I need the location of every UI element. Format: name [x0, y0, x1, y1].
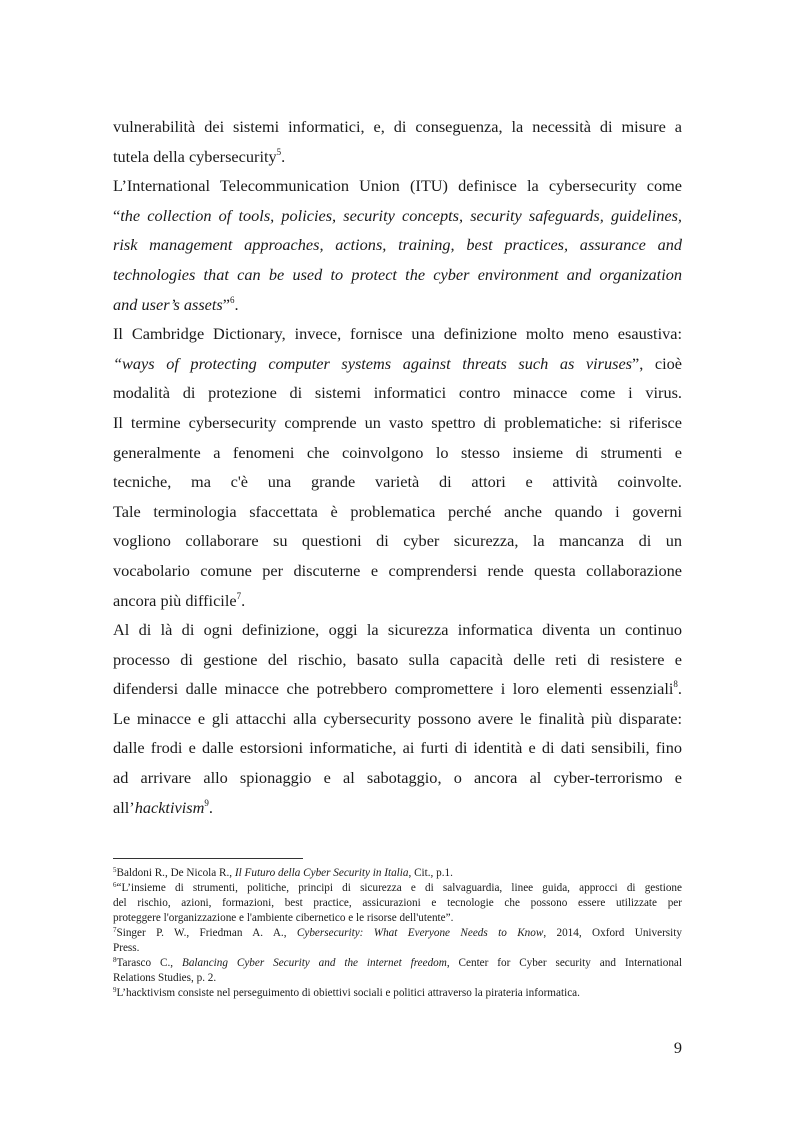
body-line [113, 526, 682, 556]
footnote-line [113, 896, 682, 911]
text-run: L’hacktivism consiste nel perseguimento di obiettivi sociali e politici attraverso la pirateria informatica. [116, 987, 580, 999]
text-run: . [281, 146, 286, 166]
text-run: . [208, 797, 213, 817]
body-line [113, 112, 682, 142]
footnote-line [113, 911, 682, 926]
body-line [113, 586, 682, 616]
italic-run: Il Futuro della Cyber Security in Italia [234, 867, 409, 879]
text-run: Il Cambridge Dictionary, invece, fornisce una definizione molto meno esaustiva: [113, 324, 682, 344]
text-run: difendersi dalle minacce che potrebbero compromettere i loro elementi essenziali [113, 679, 674, 699]
text-run: Relations Studies, p. 2. [113, 972, 217, 984]
text-run: “ [113, 205, 121, 225]
text-run: Le minacce e gli attacchi alla cybersecurity possono avere le finalità più disparate: [113, 708, 682, 728]
italic-run: technologies that can be used to protect the cyber environment and organization [113, 264, 682, 284]
text-run: Singer P. W., Friedman A. A., [116, 927, 297, 939]
text-run: . [234, 294, 239, 314]
footnote-reference: 7 [236, 590, 242, 601]
body-line [113, 497, 682, 527]
text-run: vocabolario comune per discuterne e comprendersi rende questa collaborazione [113, 560, 682, 580]
footnote-line [113, 971, 682, 986]
body-line [113, 349, 682, 379]
footnote-reference: 9 [204, 797, 209, 808]
body-line [113, 142, 682, 172]
italic-run: risk management approaches, actions, training, best practices, assurance and [113, 235, 682, 255]
text-run: Al di là di ogni definizione, oggi la sicurezza informatica diventa un continuo [113, 620, 682, 640]
body-line [113, 674, 682, 704]
text-run: . [677, 679, 682, 699]
italic-run: “ways of protecting computer systems against threats such as viruses [113, 353, 633, 373]
page-number: 9 [673, 1038, 682, 1057]
footnote-marker: 8 [113, 956, 117, 964]
body-line [113, 763, 682, 793]
text-run: del rischio, azioni, formazioni, best practice, assicurazioni e tecnologie che possono essere utilizzate per [113, 897, 682, 909]
body-line [113, 171, 682, 201]
footnote-line [113, 881, 682, 896]
footnote-line [113, 986, 682, 1001]
footnote-line [113, 866, 682, 881]
text-run: Baldoni R., De Nicola R., [116, 867, 235, 879]
text-run: Press. [113, 942, 140, 954]
footnote-reference: 6 [230, 294, 235, 305]
body-line [113, 408, 682, 438]
text-run: dalle frodi e dalle estorsioni informatiche, ai furti di identità e di dati sensibili, fino [113, 738, 682, 758]
text-run: ad arrivare allo spionaggio e al sabotaggio, o ancora al cyber-terrorismo e [113, 768, 682, 788]
footnote-marker: 6 [113, 881, 117, 889]
text-run: , Cit., p.1. [408, 867, 453, 879]
footnote-marker: 9 [113, 986, 117, 994]
italic-run: Cybersecurity: What Everyone Needs to Know [296, 927, 544, 939]
text-run: tecniche, ma c'è una grande varietà di attori e attività coinvolte. [113, 472, 682, 492]
body-line [113, 319, 682, 349]
body-line [113, 260, 682, 290]
text-run: proteggere l'organizzazione e l'ambiente cibernetico e le risorse dell'utente”. [113, 912, 454, 924]
body-text [113, 112, 682, 822]
footnote-line [113, 956, 682, 971]
text-run: vulnerabilità dei sistemi informatici, e, di conseguenza, la necessità di misure a [113, 117, 682, 136]
text-run: ” [222, 294, 230, 314]
italic-run: hacktivism [134, 797, 205, 817]
text-run: generalmente a fenomeni che coinvolgono lo stesso insieme di strumenti e [113, 442, 682, 462]
footnotes [113, 866, 682, 1001]
text-run: . [241, 590, 246, 610]
text-run: Tarasco C., [116, 957, 182, 969]
text-run: “L’insieme di strumenti, politiche, principi di sicurezza e di salvaguardia, linee guida, approcci di gestione [116, 882, 682, 894]
text-run: all’ [113, 797, 135, 817]
text-run: L’International Telecommunication Union (ITU) definisce la cybersecurity come [113, 176, 682, 196]
body-line [113, 704, 682, 734]
body-line [113, 230, 682, 260]
footnote-reference: 8 [673, 679, 678, 690]
text-run: ancora più difficile [113, 590, 237, 610]
body-line [113, 201, 682, 231]
body-line [113, 793, 682, 823]
footnote-line [113, 941, 682, 956]
body-line [113, 645, 682, 675]
text-run: Il termine cybersecurity comprende un vasto spettro di problematiche: si riferisce [113, 412, 682, 432]
body-line [113, 438, 682, 468]
footnote-separator [113, 858, 303, 859]
text-run: tutela della cybersecurity [113, 146, 277, 166]
footnote-line [113, 926, 682, 941]
body-line [113, 556, 682, 586]
text-run: ”, cioè [632, 353, 683, 373]
footnote-marker: 5 [113, 866, 117, 874]
italic-run: and user’s assets [113, 294, 223, 314]
footnote-reference: 5 [276, 146, 282, 157]
text-run: , 2014, Oxford University [543, 927, 682, 939]
italic-run: the collection of tools, policies, security concepts, security safeguards, guidelines, [120, 205, 682, 225]
text-run: processo di gestione del rischio, basato sulla capacità delle reti di resistere e [113, 649, 682, 669]
text-run: vogliono collaborare su questioni di cyber sicurezza, la mancanza di un [113, 531, 682, 551]
italic-run: Balancing Cyber Security and the internet freedom [181, 957, 447, 969]
body-line [113, 733, 682, 763]
text-run: Tale terminologia sfaccettata è problematica perché anche quando i governi [113, 501, 682, 521]
text-run: modalità di protezione di sistemi informatici contro minacce come i virus. [113, 383, 682, 403]
footnote-marker: 7 [113, 926, 117, 934]
body-line [113, 615, 682, 645]
body-line [113, 467, 682, 497]
body-line [113, 378, 682, 408]
body-line [113, 290, 682, 320]
text-run: , Center for Cyber security and International [446, 957, 682, 969]
